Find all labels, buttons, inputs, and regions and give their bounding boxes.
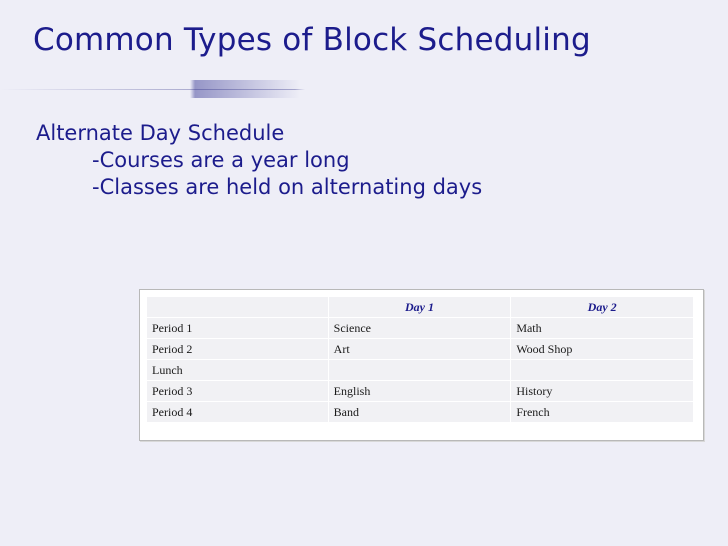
day-2-cell: Wood Shop	[511, 339, 694, 360]
schedule-heading: Alternate Day Schedule	[36, 121, 285, 145]
day-1-cell: Band	[328, 402, 511, 423]
table-row	[147, 381, 694, 402]
day-2-cell: French	[511, 402, 694, 423]
day-1-cell: English	[328, 381, 511, 402]
period-cell: Period 2	[147, 339, 329, 360]
period-cell: Period 4	[147, 402, 329, 423]
schedule-table	[146, 296, 694, 423]
period-cell: Lunch	[147, 360, 329, 381]
header-cell-day-1: Day 1	[328, 297, 511, 318]
title-underline-line	[0, 89, 728, 90]
table-row	[147, 339, 694, 360]
slide-body	[36, 120, 482, 201]
table-row	[147, 360, 694, 381]
period-cell: Period 1	[147, 318, 329, 339]
table-row	[147, 402, 694, 423]
bullet-point: -Courses are a year long	[92, 148, 350, 172]
day-2-cell: History	[511, 381, 694, 402]
schedule-table-frame	[139, 289, 704, 441]
day-1-cell: Science	[328, 318, 511, 339]
table-header-row	[147, 297, 694, 318]
period-cell: Period 3	[147, 381, 329, 402]
day-2-cell	[511, 360, 694, 381]
header-cell	[147, 297, 329, 318]
slide-title: Common Types of Block Scheduling	[33, 22, 591, 58]
header-cell-day-2: Day 2	[511, 297, 694, 318]
table-row	[147, 318, 694, 339]
day-2-cell: Math	[511, 318, 694, 339]
day-1-cell: Art	[328, 339, 511, 360]
day-1-cell	[328, 360, 511, 381]
bullet-point: -Classes are held on alternating days	[92, 175, 483, 199]
